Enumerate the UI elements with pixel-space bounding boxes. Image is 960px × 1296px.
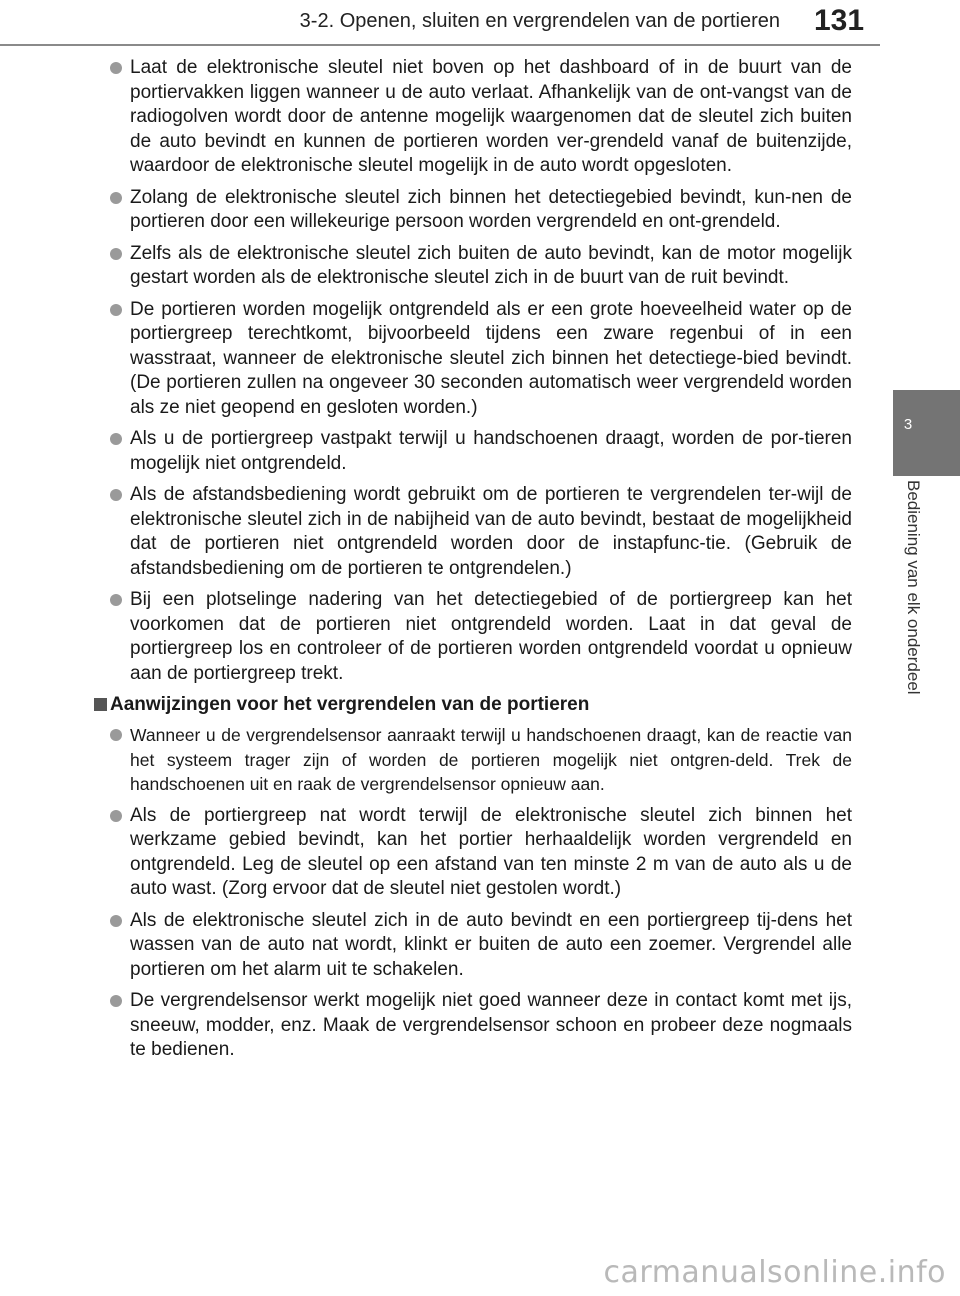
list-item xyxy=(108,298,852,421)
watermark: carmanualsonline.info xyxy=(603,1255,946,1290)
list-item xyxy=(108,588,852,686)
chapter-label-wrap xyxy=(893,480,921,760)
list-item xyxy=(108,804,852,902)
list-item xyxy=(108,723,852,797)
list-item-text: Als de portiergreep nat wordt terwijl de elektronische sleutel zich binnen het werkzame gebied bevindt, kan het portier herhaaldelijk worden vergrendeld en ontgrendeld. Leg de sleutel op een afstand van ten minste 2 m van de auto als u de auto wast. (Zorg ervoor dat de sleutel niet gestolen wordt.) xyxy=(130,804,852,899)
list-item-text: Wanneer u de vergrendelsensor aanraakt terwijl u handschoenen draagt, kan de reactie van het systeem trager zijn of worden de portieren mogelijk niet ontgren-deld. Trek de handschoenen uit en raak de vergrendelsensor opnieuw aan. xyxy=(130,725,852,794)
list-item xyxy=(108,186,852,235)
chapter-number: 3 xyxy=(903,416,913,433)
chapter-tab xyxy=(893,390,960,476)
bullet-icon xyxy=(110,304,122,316)
bullet-icon xyxy=(110,995,122,1007)
bullet-icon xyxy=(110,248,122,260)
bullet-icon xyxy=(110,594,122,606)
list-item-text: De vergrendelsensor werkt mogelijk niet goed wanneer deze in contact komt met ijs, sneeuw, modder, enz. Maak de vergrendelsensor schoon en probeer deze nogmaals te bedienen. xyxy=(130,990,852,1060)
header-divider xyxy=(0,44,880,46)
list-item-text: Als u de portiergreep vastpakt terwijl u handschoenen draagt, worden de por-tieren mogelijk niet ontgrendeld. xyxy=(130,428,852,474)
list-item xyxy=(108,56,852,179)
bullet-icon xyxy=(110,729,122,741)
list-item xyxy=(108,909,852,983)
list-item xyxy=(108,483,852,581)
list-item-text: Zolang de elektronische sleutel zich binnen het detectiegebied bevindt, kun-nen de portieren door een willekeurige persoon worden vergrendeld en ont-grendeld. xyxy=(130,186,852,232)
section-heading-text: Aanwijzingen voor het vergrendelen van de portieren xyxy=(110,694,590,715)
chapter-label: Bediening van elk onderdeel xyxy=(904,480,923,695)
list-item xyxy=(108,989,852,1063)
list-item xyxy=(108,242,852,291)
list-item-text: De portieren worden mogelijk ontgrendeld als er een grote hoeveelheid water op de portiergreep terechtkomt, bijvoorbeeld tijdens een zware regenbui of in een wasstraat, wanneer de elektronische sleutel zich binnen het detectiege-bied bevindt. (De portieren zullen na ongeveer 30 seconden automatisch weer vergrendeld worden als ze niet geopend en gesloten worden.) xyxy=(130,298,852,418)
bullet-icon xyxy=(110,192,122,204)
list-item-text: Zelfs als de elektronische sleutel zich buiten de auto bevindt, kan de motor mogelijk gestart worden als de elektronische sleutel zich in de buurt van de ruit bevindt. xyxy=(130,242,852,288)
section-title: 3-2. Openen, sluiten en vergrendelen van de portieren xyxy=(299,10,780,32)
list-item-text: Als de elektronische sleutel zich in de auto bevindt en een portiergreep tij-dens het wassen van de auto nat wordt, klinkt er buiten de auto een zoemer. Vergrendel alle portieren om het alarm uit te schakelen. xyxy=(130,909,852,980)
list-item xyxy=(108,427,852,476)
bullet-icon xyxy=(110,915,122,927)
bullet-icon xyxy=(110,810,122,822)
bullet-icon xyxy=(110,62,122,74)
list-item-text: Laat de elektronische sleutel niet boven op het dashboard of in de buurt van de portiervakken liggen wanneer u de auto verlaat. Afhankelijk van de ont-vangst van de radiogolven wordt door de antenne mogelijk waargenomen dat de sleutel zich buiten de auto bevindt en kunnen de portieren worden ver-grendeld vanaf de buitenzijde, waardoor de elektronische sleutel mogelijk in de auto wordt opgesloten. xyxy=(130,57,852,176)
page-number: 131 xyxy=(814,4,865,37)
page-content xyxy=(108,56,852,1070)
bullet-icon xyxy=(110,489,122,501)
bullet-icon xyxy=(110,433,122,445)
section-heading xyxy=(94,693,852,717)
list-item-text: Als de afstandsbediening wordt gebruikt om de portieren te vergrendelen ter-wijl de elektronische sleutel zich in de nabijheid van de auto bevindt, bestaat de mogelijkheid dat de portieren niet ontgrendeld worden door de instapfunc-tie. (Gebruik de afstandsbediening om de portieren te ontgrendelen.) xyxy=(130,484,852,579)
list-item-text: Bij een plotselinge nadering van het detectiegebied of de portiergreep kan het voorkomen dat de portieren niet ontgrendeld worden. Laat in dat geval de portiergreep los en controleer of de portieren worden ontgrendeld voordat u opnieuw aan de portiergreep trekt. xyxy=(130,589,852,684)
square-bullet-icon xyxy=(94,698,107,711)
